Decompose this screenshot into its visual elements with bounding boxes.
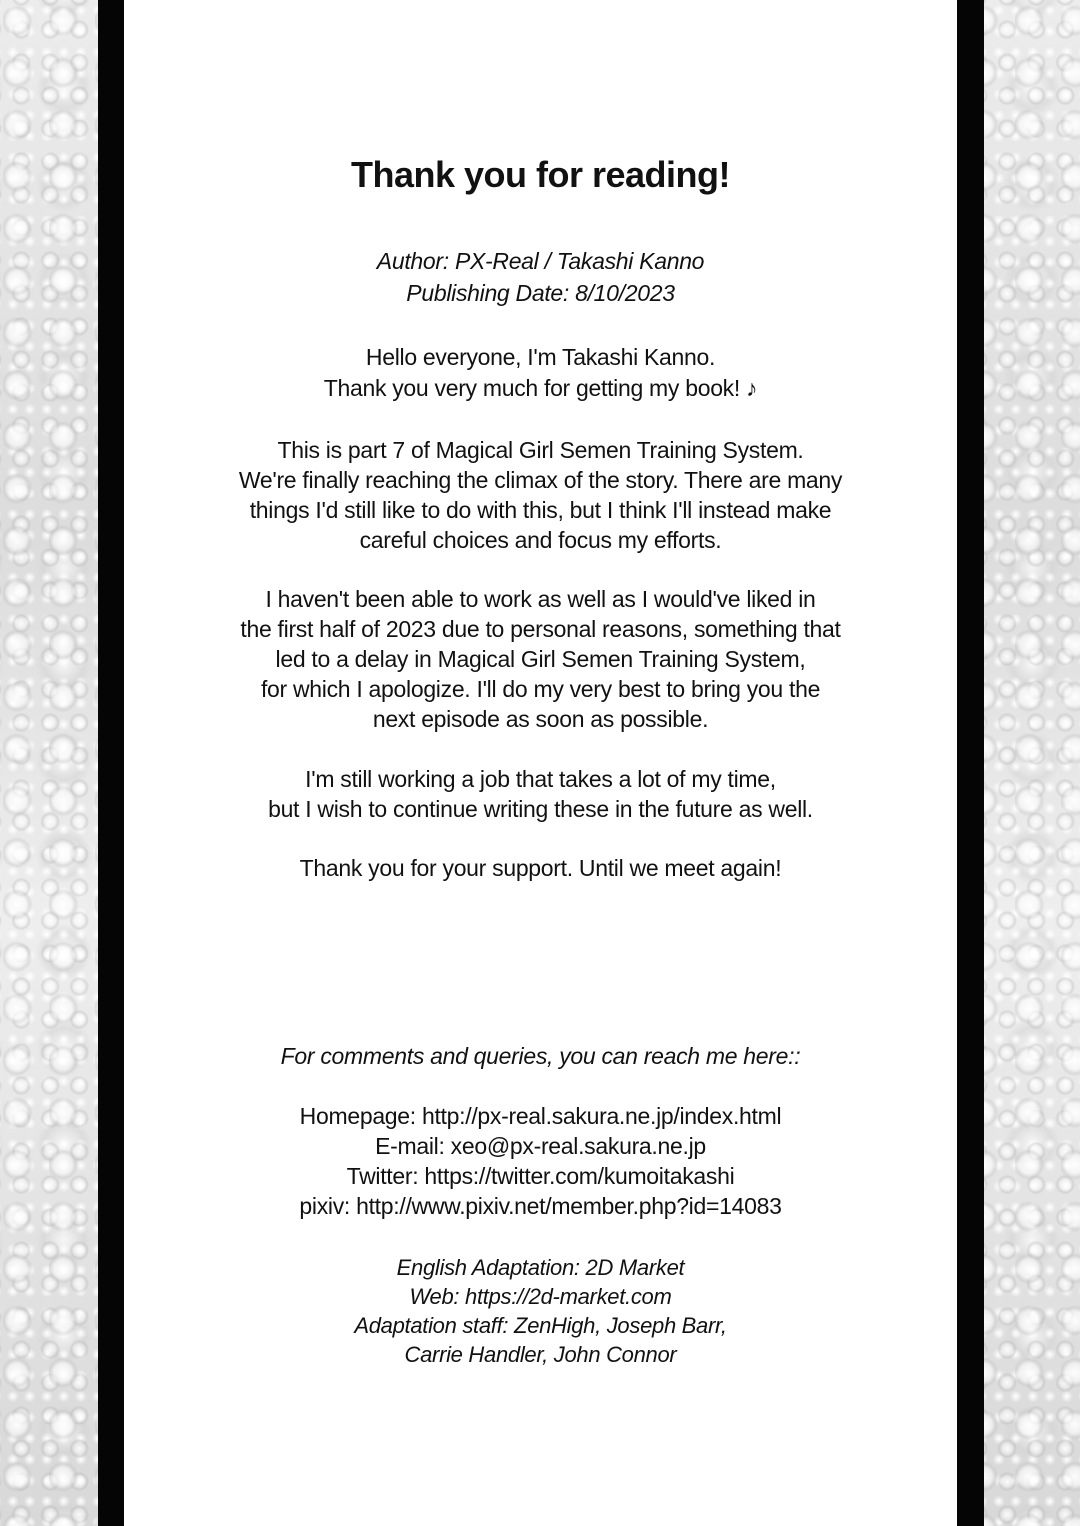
publishing-date-line: Publishing Date: 8/10/2023	[406, 280, 675, 306]
story-paragraph-line-4: careful choices and focus my efforts.	[359, 527, 722, 553]
apology-paragraph-line-4: for which I apologize. I'll do my very best to bring you the	[260, 676, 821, 702]
apology-paragraph-line-3: led to a delay in Magical Girl Semen Training System,	[275, 646, 806, 672]
page-border-right	[957, 0, 984, 1526]
staff-credit-line-2: Carrie Handler, John Connor	[404, 1342, 677, 1367]
closing-line: Thank you for your support. Until we meet again!	[299, 855, 782, 881]
author-line: Author: PX-Real / Takashi Kanno	[376, 248, 705, 274]
story-paragraph-line-3: things I'd still like to do with this, but I think I'll instead make	[249, 497, 832, 523]
adaptation-credit: English Adaptation: 2D Market	[396, 1255, 685, 1280]
homepage-link: Homepage: http://px-real.sakura.ne.jp/index.html	[299, 1103, 782, 1129]
apology-paragraph-line-2: the first half of 2023 due to personal reasons, something that	[240, 616, 841, 642]
story-paragraph-line-1: This is part 7 of Magical Girl Semen Training System.	[277, 437, 804, 463]
twitter-link: Twitter: https://twitter.com/kumoitakashi	[346, 1163, 735, 1189]
story-paragraph-line-2: We're finally reaching the climax of the story. There are many	[238, 467, 843, 493]
page-title: Thank you for reading!	[350, 154, 731, 195]
staff-credit-line-1: Adaptation staff: ZenHigh, Joseph Barr,	[354, 1313, 727, 1338]
pixiv-link: pixiv: http://www.pixiv.net/member.php?id=14083	[299, 1193, 782, 1219]
greeting-line-2: Thank you very much for getting my book! ♪	[323, 375, 758, 401]
web-credit: Web: https://2d-market.com	[409, 1284, 672, 1309]
contact-heading: For comments and queries, you can reach me here::	[280, 1043, 801, 1069]
email-link: E-mail: xeo@px-real.sakura.ne.jp	[375, 1133, 706, 1159]
job-paragraph-line-1: I'm still working a job that takes a lot of my time,	[305, 766, 776, 792]
afterword-page	[124, 0, 957, 1526]
greeting-line-1: Hello everyone, I'm Takashi Kanno.	[365, 344, 716, 370]
job-paragraph-line-2: but I wish to continue writing these in the future as well.	[268, 796, 813, 822]
page-border-left	[98, 0, 124, 1526]
apology-paragraph-line-5: next episode as soon as possible.	[372, 706, 709, 732]
apology-paragraph-line-1: I haven't been able to work as well as I would've liked in	[265, 586, 816, 612]
